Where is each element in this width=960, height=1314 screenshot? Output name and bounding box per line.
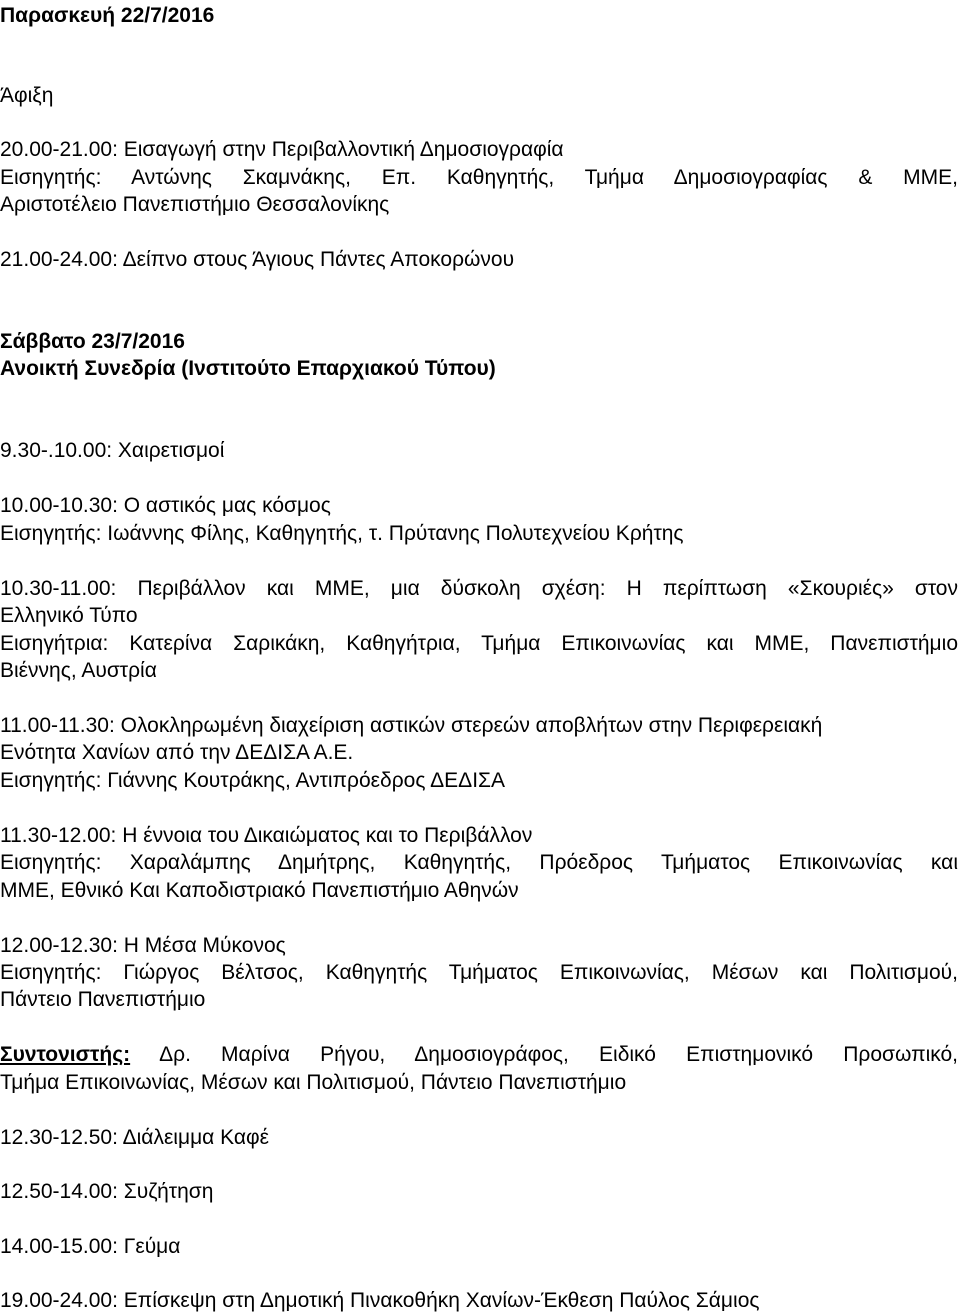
talk4-speaker-line1: Εισηγητής: Χαραλάμπης Δημήτρης, Καθηγητής, Πρόεδρος Τμήματος Επικοινωνίας και bbox=[0, 851, 958, 874]
talk4-speaker-line2: ΜΜΕ, Εθνικό Και Καποδιστριακό Πανεπιστήμιο Αθηνών bbox=[0, 879, 519, 902]
dinner: 21.00-24.00: Δείπνο στους Άγιους Πάντες Αποκορώνου bbox=[0, 248, 515, 271]
moderator-label: Συντονιστής: bbox=[0, 1043, 131, 1066]
talk3-title-line2: Ενότητα Χανίων από την ΔΕΔΙΣΑ Α.Ε. bbox=[0, 741, 354, 764]
talk1-title: 10.00-10.30: Ο αστικός μας κόσμος bbox=[0, 494, 331, 517]
gallery-visit: 19.00-24.00: Επίσκεψη στη Δημοτική Πινακοθήκη Χανίων-Έκθεση Παύλος Σάμιος bbox=[0, 1289, 760, 1312]
talk2-speaker-line1: Εισηγήτρια: Κατερίνα Σαρικάκη, Καθηγήτρια, Τμήμα Επικοινωνίας και ΜΜΕ, Πανεπιστήμιο bbox=[0, 632, 958, 655]
arrival: Άφιξη bbox=[0, 84, 54, 107]
moderator-line2: Τμήμα Επικοινωνίας, Μέσων και Πολιτισμού, Πάντειο Πανεπιστήμιο bbox=[0, 1071, 627, 1094]
talk3-speaker: Εισηγητής: Γιάννης Κουτράκης, Αντιπρόεδρος ΔΕΔΙΣΑ bbox=[0, 769, 506, 792]
talk5-speaker-line2: Πάντειο Πανεπιστήμιο bbox=[0, 988, 206, 1011]
greetings: 9.30-.10.00: Χαιρετισμοί bbox=[0, 439, 225, 462]
talk5-title: 12.00-12.30: Η Μέσα Μύκονος bbox=[0, 934, 286, 957]
moderator-name: Δρ. Μαρίνα Ρήγου, Δημοσιογράφος, Ειδικό Επιστημονικό Προσωπικό, bbox=[130, 1043, 958, 1066]
day2-subtitle: Ανοικτή Συνεδρία (Ινστιτούτο Επαρχιακού Τύπου) bbox=[0, 357, 496, 380]
talk3-title-line1: 11.00-11.30: Ολοκληρωμένη διαχείριση αστικών στερεών αποβλήτων στην Περιφερειακή bbox=[0, 714, 823, 737]
talk4-title: 11.30-12.00: Η έννοια του Δικαιώματος και το Περιβάλλον bbox=[0, 824, 533, 847]
talk5-speaker-line1: Εισηγητής: Γιώργος Βέλτσος, Καθηγητής Τμήματος Επικοινωνίας, Μέσων και Πολιτισμού, bbox=[0, 961, 958, 984]
session1-title: 20.00-21.00: Εισαγωγή στην Περιβαλλοντική Δημοσιογραφία bbox=[0, 138, 564, 161]
day2-date: Σάββατο 23/7/2016 bbox=[0, 330, 185, 353]
talk2-title-line2: Ελληνικό Τύπο bbox=[0, 604, 138, 627]
talk2-speaker-line2: Βιέννης, Αυστρία bbox=[0, 659, 157, 682]
moderator-line1 bbox=[0, 1041, 958, 1068]
coffee-break: 12.30-12.50: Διάλειμμα Καφέ bbox=[0, 1126, 270, 1149]
lunch: 14.00-15.00: Γεύμα bbox=[0, 1235, 181, 1258]
talk2-title-line1: 10.30-11.00: Περιβάλλον και ΜΜΕ, μια δύσκολη σχέση: Η περίπτωση «Σκουριές» στον bbox=[0, 577, 958, 600]
session1-speaker-line1: Εισηγητής: Αντώνης Σκαμνάκης, Επ. Καθηγητής, Τμήμα Δημοσιογραφίας & ΜΜΕ, bbox=[0, 166, 958, 189]
day1-date: Παρασκευή 22/7/2016 bbox=[0, 4, 215, 27]
discussion: 12.50-14.00: Συζήτηση bbox=[0, 1180, 214, 1203]
talk1-speaker: Εισηγητής: Ιωάννης Φίλης, Καθηγητής, τ. Πρύτανης Πολυτεχνείου Κρήτης bbox=[0, 522, 684, 545]
session1-speaker-line2: Αριστοτέλειο Πανεπιστήμιο Θεσσαλονίκης bbox=[0, 193, 390, 216]
